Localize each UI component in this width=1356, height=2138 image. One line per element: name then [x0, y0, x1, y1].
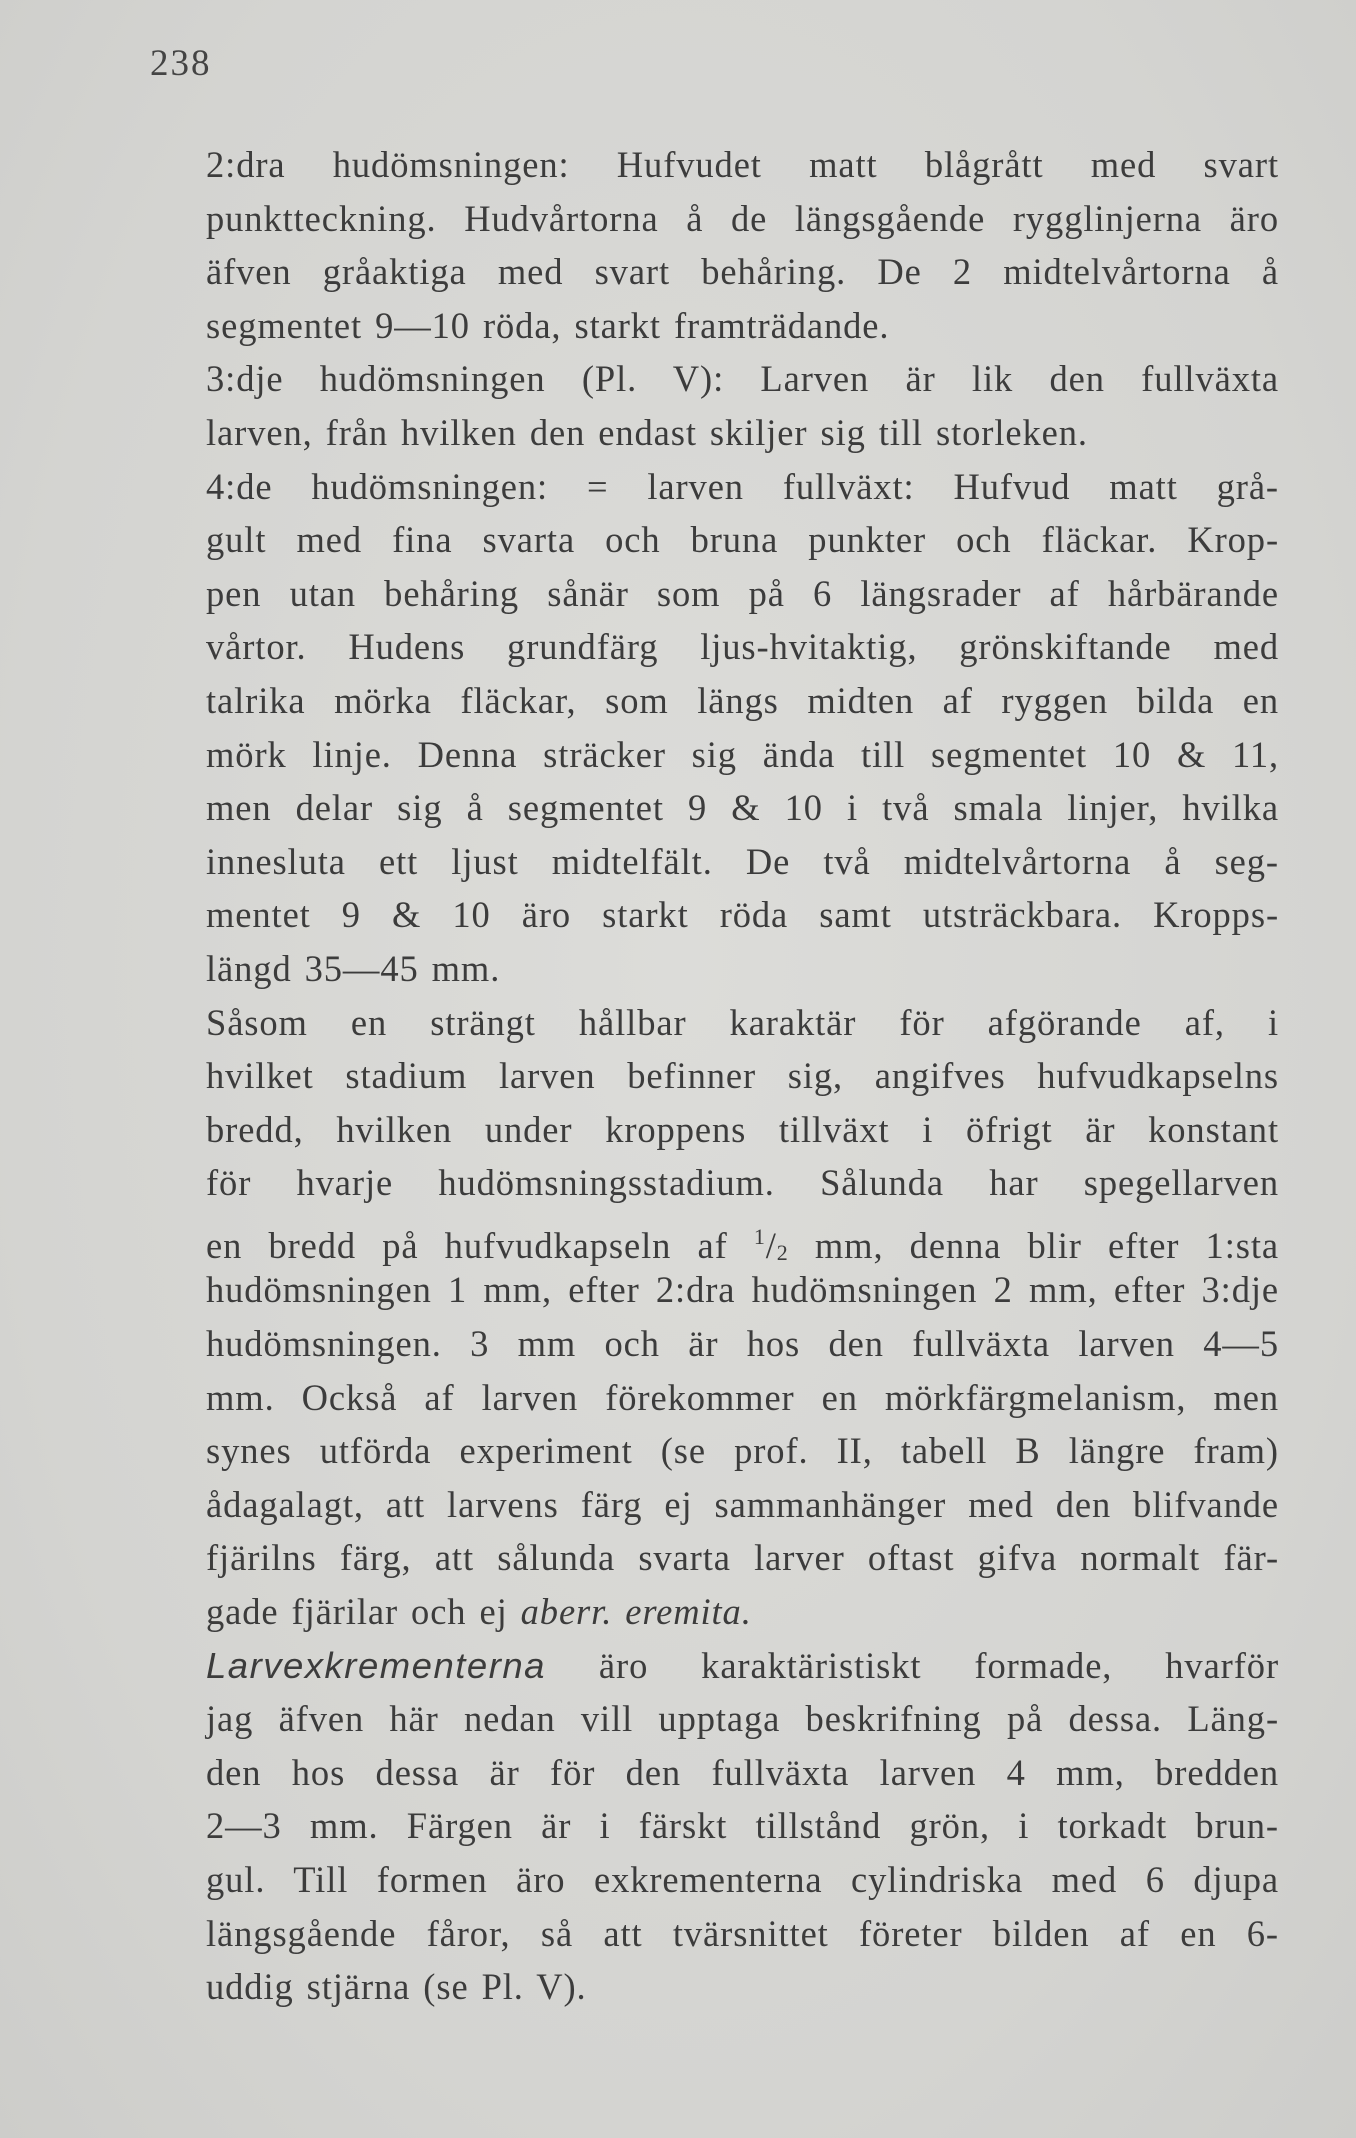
text-line — [103, 1639, 1279, 1693]
fraction-denominator: 2 — [776, 1239, 789, 1265]
text-line: längsgående fåror, så att tvärsnittet företer bilden af en 6- — [206, 1912, 1279, 1954]
text-line: punktteckning. Hudvårtorna å de längsgående rygglinjerna äro — [206, 197, 1279, 239]
text-line: ådagalagt, att larvens färg ej sammanhänger med den blifvande — [206, 1483, 1279, 1525]
text-line: vårtor. Hudens grundfärg ljus-hvitaktig, grönskiftande med — [206, 626, 1279, 668]
text-line: synes utförda experiment (se prof. II, tabell B längre fram) — [206, 1430, 1279, 1472]
text-line: jag äfven här nedan vill upptaga beskrifning på dessa. Läng- — [206, 1698, 1279, 1740]
text-line: äfven gråaktiga med svart behåring. De 2 midtelvårtorna å — [206, 251, 1279, 293]
body-text — [103, 138, 1279, 2014]
paragraph-head-capsule — [103, 996, 1279, 1639]
fraction-numerator: 1 — [753, 1223, 766, 1249]
fraction-before: en bredd på hufvudkapseln af — [206, 1224, 754, 1266]
text-line-fraction: en bredd på hufvudkapseln af $^1/_2$ mm, denna blir efter 1:sta — [206, 1223, 1279, 1266]
text-line: Såsom en strängt hållbar karaktär för afgörande af, i — [206, 1001, 1279, 1043]
text-line: hudömsningen. 3 mm och är hos den fullväxta larven 4—5 — [206, 1323, 1279, 1365]
text-line: för hvarje hudömsningsstadium. Sålunda har spegellarven — [206, 1162, 1279, 1204]
paragraph-4th-molt — [103, 460, 1279, 996]
text-line — [103, 1585, 1279, 1639]
italic-aberr-eremita: aberr. eremita. — [520, 1591, 752, 1633]
text-line: 2:dra hudömsningen: Hufvudet matt blågrått med svart — [206, 144, 1279, 185]
text-line: inneslutа ett ljust midtelfält. De två midtelvårtorna å seg- — [206, 840, 1279, 882]
text-line: längd 35—45 mm. — [206, 947, 501, 989]
paragraph-2nd-molt — [103, 138, 1279, 352]
text-line: 4:de hudömsningen: = larven fullväxt: Hufvud matt grå- — [206, 465, 1279, 507]
text-line: talrika mörka fläckar, som längs midten af ryggen bilda en — [206, 679, 1279, 721]
text-line: uddig stjärna (se Pl. V). — [206, 1966, 587, 2008]
text-line: 2—3 mm. Färgen är i färskt tillstånd grön, i torkadt brun- — [206, 1805, 1279, 1847]
text-line: gul. Till formen äro exkrementerna cylindriska med 6 djupa — [206, 1859, 1279, 1900]
text-line: segmentet 9—10 röda, starkt framträdande. — [206, 304, 890, 346]
paragraph-3rd-molt — [103, 352, 1279, 459]
italic-heading: Larvexkrementerna — [206, 1644, 546, 1686]
text-line: 3:dje hudömsningen (Pl. V): Larven är lik den fullväxta — [206, 358, 1279, 400]
text-segment: gade fjärilar och ej — [206, 1591, 508, 1633]
text-line: hudömsningen 1 mm, efter 2:dra hudömsningen 2 mm, efter 3:dje — [206, 1269, 1279, 1311]
text-line: mörk linje. Denna sträcker sig ända till segmentet 10 & 11, — [206, 733, 1279, 775]
text-line: larven, från hvilken den endast skiljer sig till storleken. — [206, 411, 1088, 453]
text-line: gult med fina svarta och bruna punkter och fläckar. Krop- — [206, 519, 1279, 561]
text-segment: äro karaktäristiskt formade, hvarför — [598, 1644, 1279, 1686]
text-line: mm. Också af larven förekommer en mörkfärgmelanism, men — [206, 1376, 1279, 1418]
text-line: hvilket stadium larven befinner sig, angifves hufvudkapselns — [206, 1055, 1279, 1097]
text-line: fjärilns färg, att sålunda svarta larver oftast gifva normalt fär- — [206, 1537, 1279, 1579]
text-line: pen utan behåring sånär som på 6 längsrader af hårbärande — [206, 572, 1279, 614]
text-line: mentet 9 & 10 äro starkt röda samt utsträckbara. Kropps- — [206, 894, 1279, 936]
paragraph-excrements — [103, 1639, 1279, 2014]
fraction-after: mm, denna blir efter 1:sta — [788, 1224, 1279, 1266]
text-line: bredd, hvilken under kroppens tillväxt i öfrigt är konstant — [206, 1108, 1279, 1150]
text-line: men delar sig å segmentet 9 & 10 i två smala linjer, hvilka — [206, 787, 1279, 829]
page-number: 238 — [150, 43, 212, 84]
text-line: den hos dessa är för den fullväxta larven 4 mm, bredden — [206, 1751, 1279, 1793]
